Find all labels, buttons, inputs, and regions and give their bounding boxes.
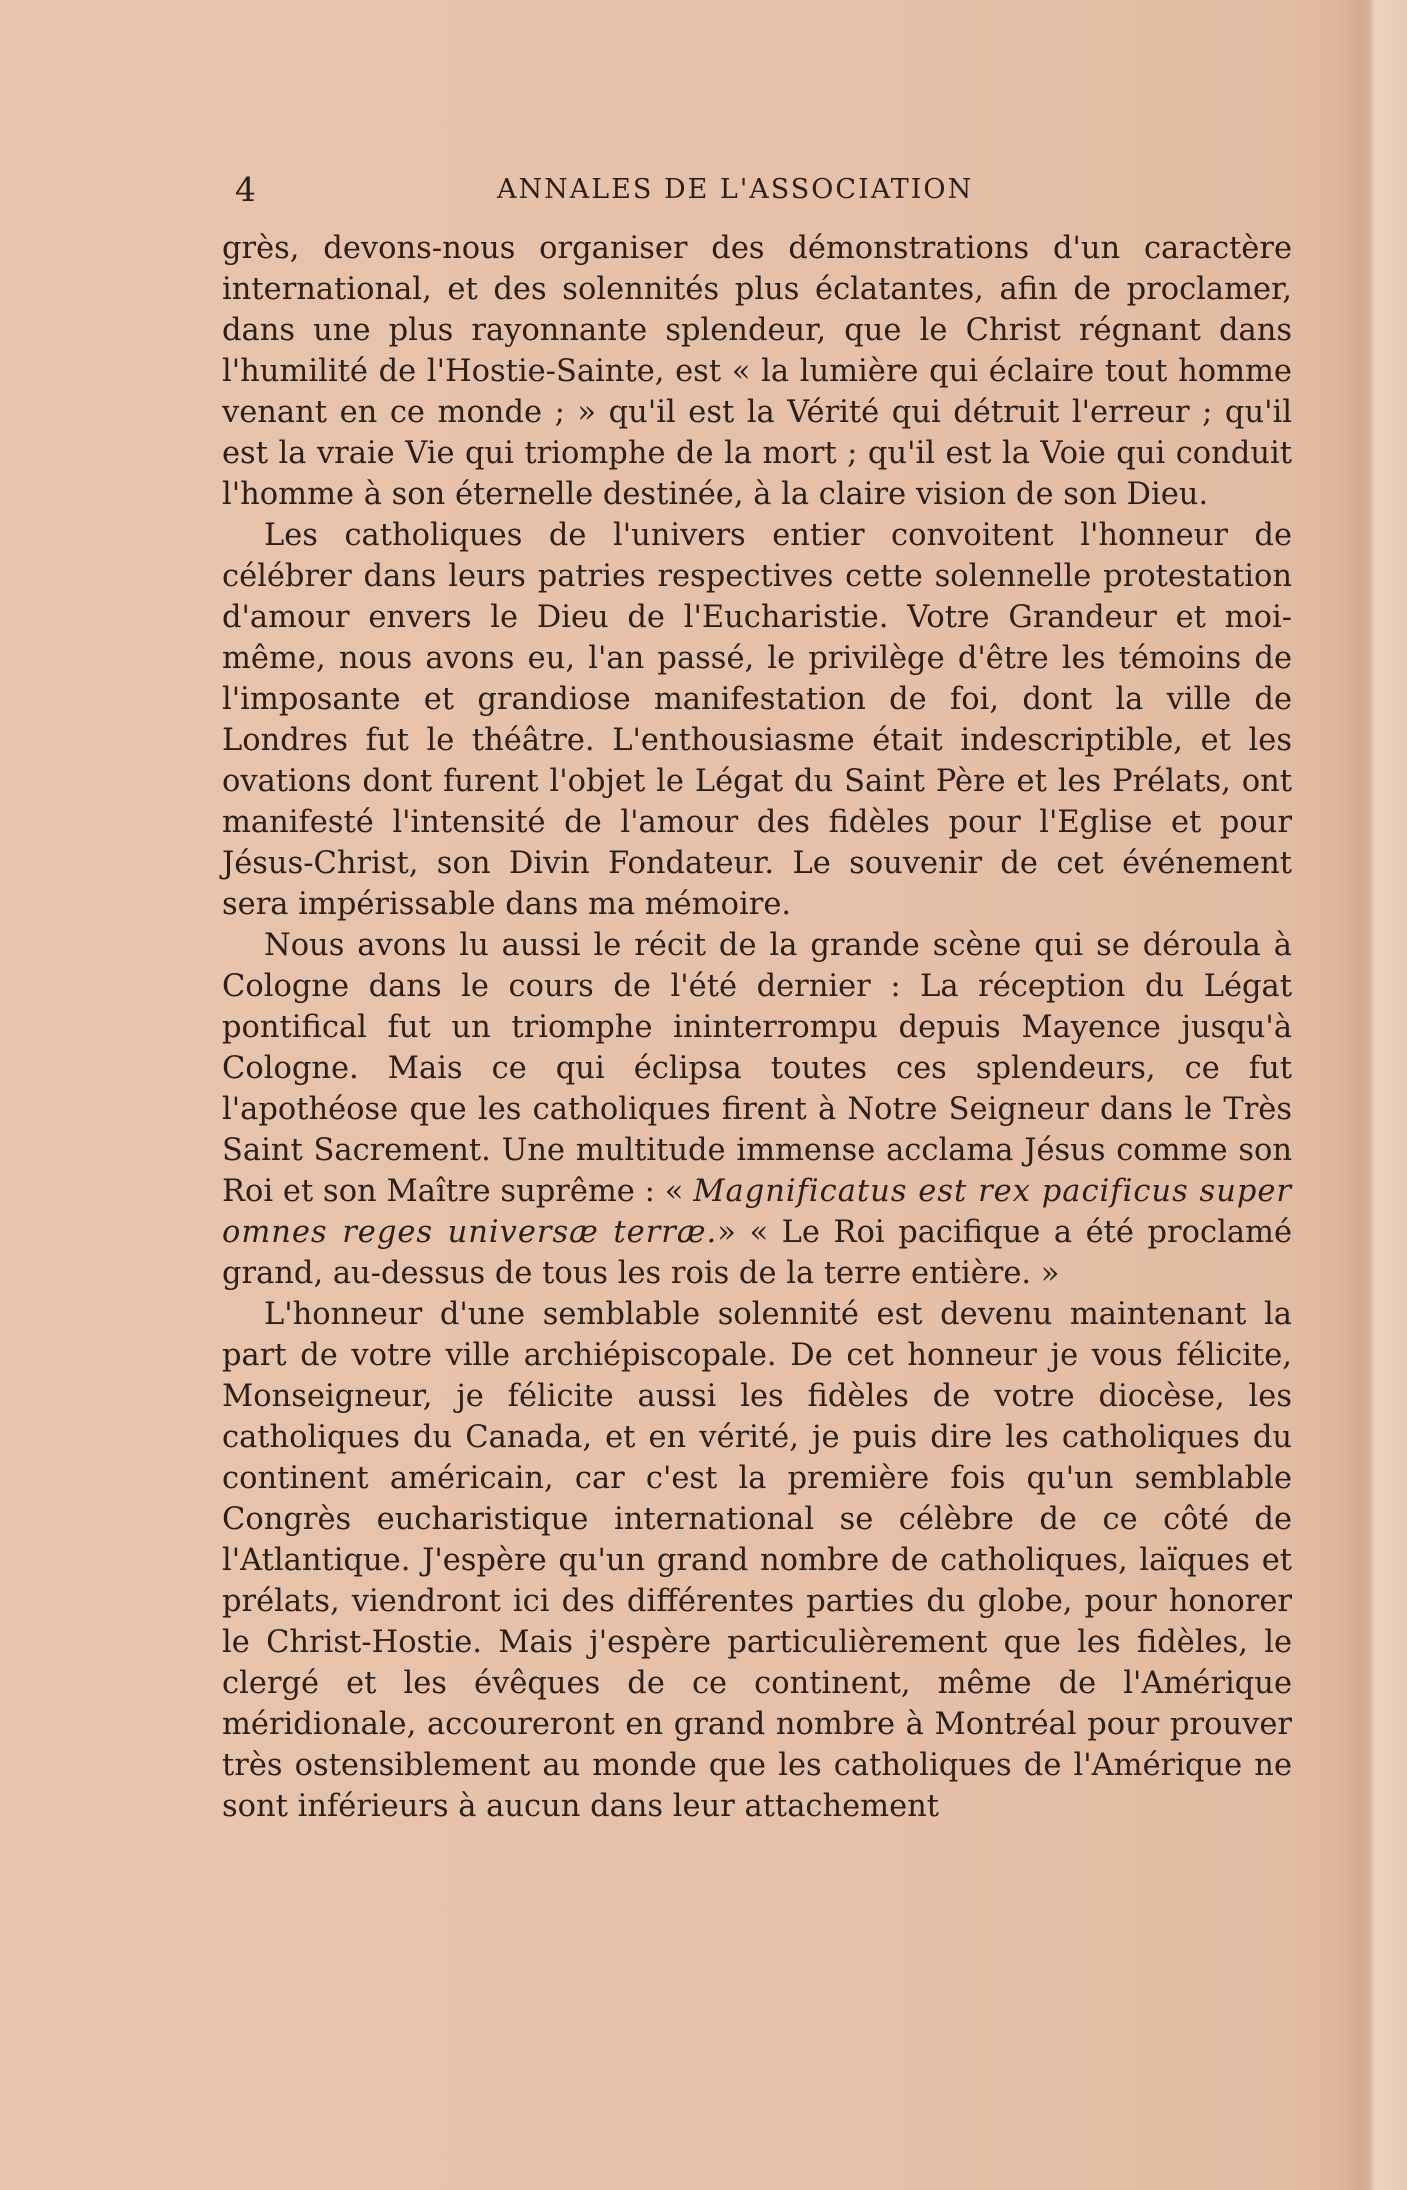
paragraph-3 bbox=[222, 925, 1292, 1294]
running-title: ANNALES DE L'ASSOCIATION bbox=[497, 174, 974, 205]
latin-quotation: Magnificatus est rex pacificus super omnes reges universæ terræ. bbox=[222, 1174, 1292, 1250]
page-edge-shadow bbox=[1337, 0, 1407, 2190]
paragraph-1: grès, devons-nous organiser des démonstrations d'un caractère international, et des solennités plus éclatantes, afin de proclamer, dans une plus rayonnante splendeur, que le Christ régnant dans l'humilité de l'Hostie-Sainte, est « la lumière qui éclaire tout homme venant en ce monde ; » qu'il est la Vérité qui détruit l'erreur ; qu'il est la vraie Vie qui triomphe de la mort ; qu'il est la Voie qui conduit l'homme à son éternelle destinée, à la claire vision de son Dieu. bbox=[222, 231, 1292, 512]
paragraph-3-text-before-quote: Nous avons lu aussi le récit de la grande scène qui se déroula à Cologne dans le cours de l'été dernier : La réception du Légat pontifical fut un triomphe ininterrompu depuis Mayence jusqu'à Cologne. Mais ce qui éclipsa toutes ces splendeurs, ce fut l'apothéose que les catholiques firent à Notre Seigneur dans le Très Saint Sacrement. Une multitude immense acclama Jésus comme son Roi et son Maître suprême : « bbox=[222, 928, 1292, 1209]
paragraph-4: L'honneur d'une semblable solennité est devenu maintenant la part de votre ville archiépiscopale. De cet honneur je vous félicite, Monseigneur, je félicite aussi les fidèles de votre diocèse, les catholiques du Canada, et en vérité, je puis dire les catholiques du continent américain, car c'est la première fois qu'un semblable Congrès eucharistique international se célèbre de ce côté de l'Atlantique. J'espère qu'un grand nombre de catholiques, laïques et prélats, viendront ici des différentes parties du globe, pour honorer le Christ-Hostie. Mais j'espère particulièrement que les fidèles, le clergé et les évêques de ce continent, même de l'Amérique méridionale, accoureront en grand nombre à Montréal pour prouver très ostensiblement au monde que les catholiques de l'Amérique ne sont inférieurs à aucun dans leur attachement bbox=[222, 1297, 1292, 1824]
body-text bbox=[222, 228, 1292, 1827]
page-number: 4 bbox=[235, 170, 257, 209]
page-header bbox=[235, 170, 1295, 210]
paragraph-2: Les catholiques de l'univers entier convoitent l'honneur de célébrer dans leurs patries respectives cette solennelle protestation d'amour envers le Dieu de l'Eucharistie. Votre Grandeur et moi-même, nous avons eu, l'an passé, le privilège d'être les témoins de l'imposante et grandiose manifestation de foi, dont la ville de Londres fut le théâtre. L'enthousiasme était indescriptible, et les ovations dont furent l'objet le Légat du Saint Père et les Prélats, ont manifesté l'intensité de l'amour des fidèles pour l'Eglise et pour Jésus-Christ, son Divin Fondateur. Le souvenir de cet événement sera impérissable dans ma mémoire. bbox=[222, 518, 1292, 922]
paragraph-3-text-after-quote: » « Le Roi pacifique a été proclamé grand, au-dessus de tous les rois de la terre entière. » bbox=[222, 1215, 1292, 1291]
